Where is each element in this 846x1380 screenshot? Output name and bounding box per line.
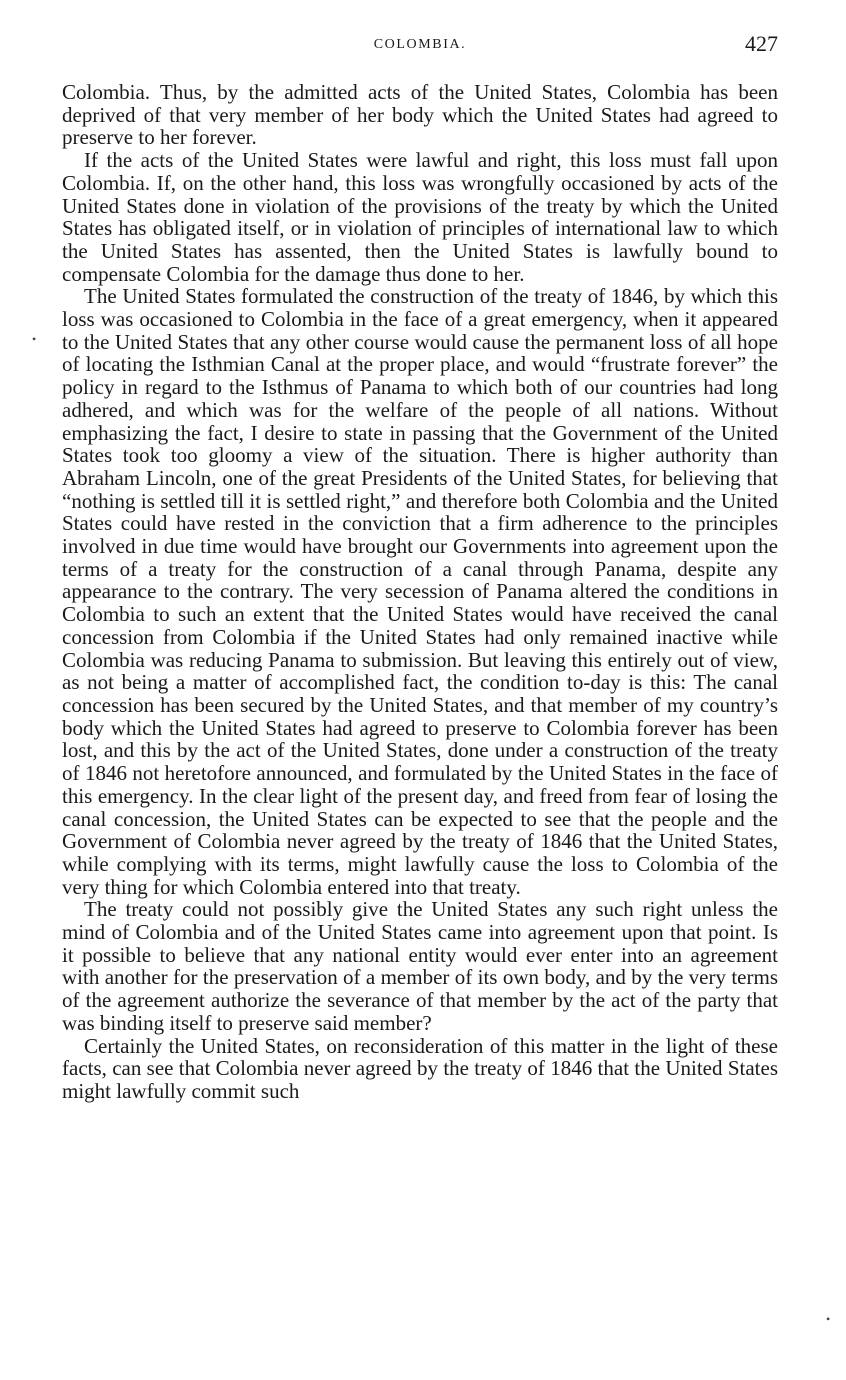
paragraph-continuation: Colombia. Thus, by the admitted acts of the United States, Colombia has been deprived of that very member of her body which the United States had agreed to preserve to her forever. [62, 80, 778, 150]
margin-speck: • [32, 332, 37, 346]
margin-speck: • [826, 1312, 831, 1326]
running-title: COLOMBIA. [373, 37, 467, 52]
paragraph: If the acts of the United States were lawful and right, this loss must fall upon Colombia. If, on the other hand, this loss was wrongfully occasioned by acts of the United States done in violation of the provisions of the treaty by which the United States has obligated itself, or in violation of principles of international law to which the United States has assented, then the United States is lawfully bound to compensate Colombia for the damage thus done to her. [62, 148, 778, 286]
running-head [62, 31, 778, 61]
paragraph: The treaty could not possibly give the United States any such right unless the mind of Colombia and of the United States came into agreement upon that point. Is it possible to believe that any national entity would ever enter into an agreement with another for the preservation of a member of its own body, and by the very terms of the agreement authorize the severance of that member by the act of the party that was binding itself to preserve said member? [62, 897, 778, 1035]
paragraph: Certainly the United States, on reconsideration of this matter in the light of these facts, can see that Colombia never agreed by the treaty of 1846 that the United States might lawfully commit such [62, 1033, 778, 1103]
paragraph: The United States formulated the construction of the treaty of 1846, by which this loss was occasioned to Colombia in the face of a great emergency, when it appeared to the United States that any other course would cause the permanent loss of all hope of locating the Isthmian Canal at the proper place, and would “frustrate forever” the policy in regard to the Isthmus of Panama to which both of our countries had long adhered, and which was for the welfare of the people of all nations. Without emphasizing the fact, I desire to state in passing that the Government of the United States took too gloomy a view of the situation. There is higher authority than Abraham Lincoln, one of the great Presidents of the United States, for believing that “nothing is settled till it is settled right,” and therefore both Colombia and the United States could have rested in the conviction that a firm adherence to the principles involved in due time would have brought our Governments into agreement upon the terms of a treaty for the construction of a canal through Panama, despite any appearance to the contrary. The very secession of Panama altered the conditions in Colombia to such an extent that the United States would have received the canal concession from Colombia if the United States had only remained inactive while Colombia was reducing Panama to submission. But leaving this entirely out of view, as not being a matter of accomplished fact, the condition to-day is this: The canal concession has been secured by the United States, and that member of my country’s body which the United States had agreed to preserve to Colombia forever has been lost, and this by the act of the United States, done under a construction of the treaty of 1846 not heretofore announced, and formulated by the United States in the face of this emergency. In the clear light of the present day, and freed from fear of losing the canal concession, the United States can be expected to see that the people and the Government of Colombia never agreed by the treaty of 1846 that the United States, while complying with its terms, might lawfully cause the loss to Colombia of the very thing for which Colombia entered into that treaty. [62, 284, 778, 899]
page-number: 427 [745, 31, 778, 56]
body-text [62, 81, 778, 1103]
